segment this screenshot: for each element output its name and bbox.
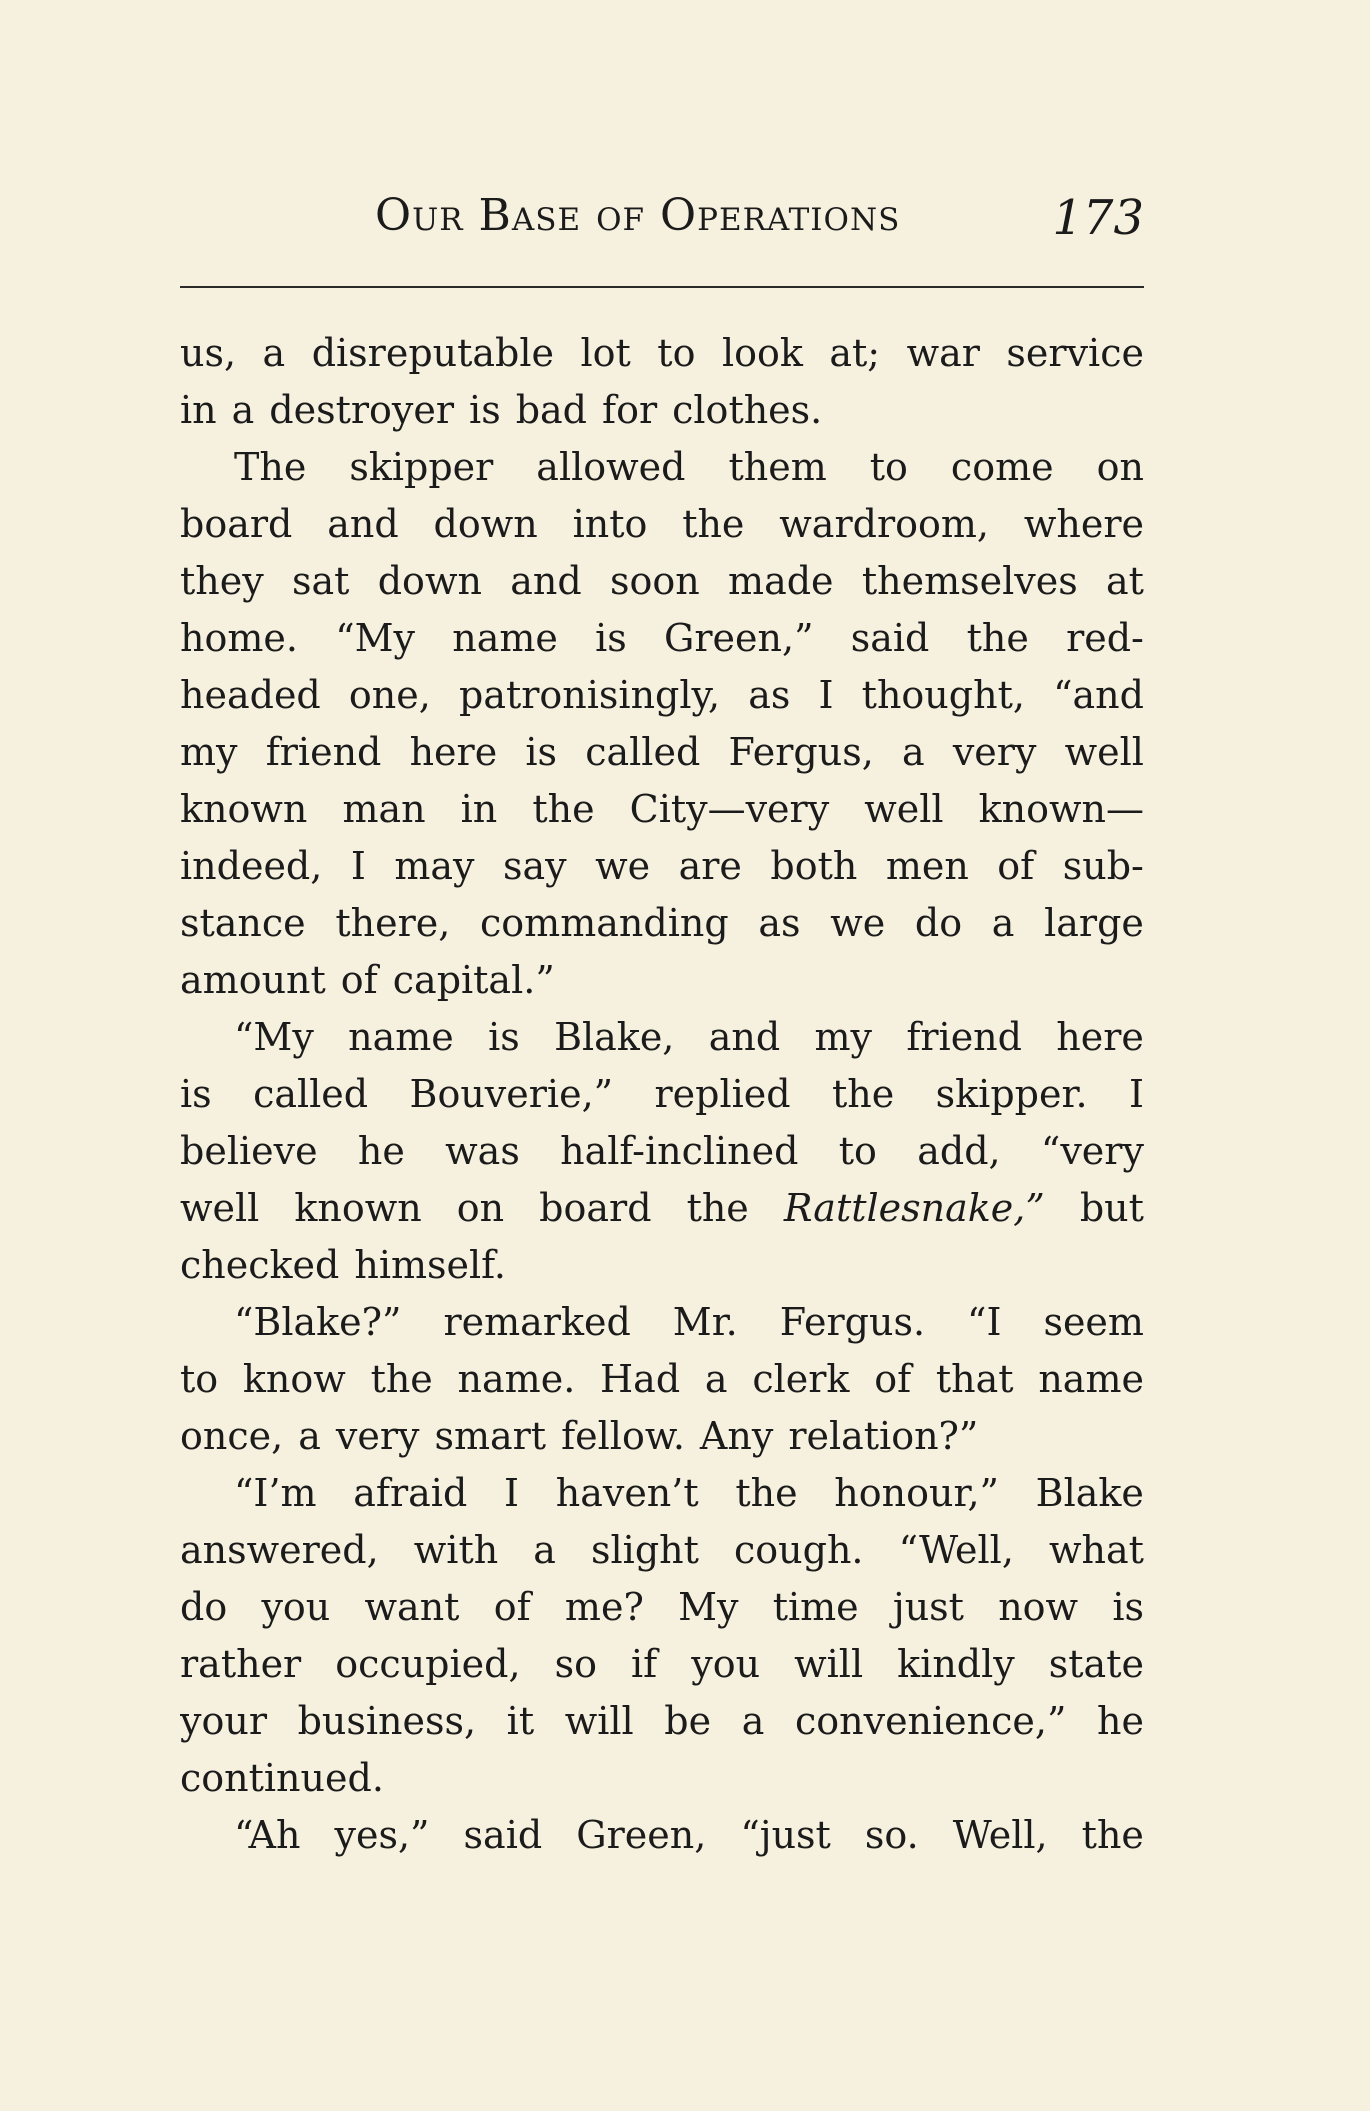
word: Rattlesnake,” bbox=[783, 1186, 1045, 1230]
word: want bbox=[364, 1585, 460, 1629]
word: on bbox=[1096, 445, 1144, 489]
word: convenience,” bbox=[794, 1699, 1067, 1743]
word: they bbox=[180, 559, 264, 603]
word: and bbox=[327, 502, 399, 546]
word: smart bbox=[434, 1414, 547, 1458]
word: destroyer bbox=[269, 388, 455, 432]
word: name bbox=[452, 616, 558, 660]
word: of bbox=[997, 844, 1035, 888]
body-text bbox=[180, 325, 1144, 1864]
text-line bbox=[180, 325, 1144, 382]
word: may bbox=[394, 844, 475, 888]
word: is bbox=[595, 616, 627, 660]
word: “Ah bbox=[234, 1813, 301, 1857]
word: what bbox=[1049, 1528, 1144, 1572]
word: at bbox=[1106, 559, 1144, 603]
word: home. bbox=[180, 616, 298, 660]
word: Fergus, bbox=[728, 730, 874, 774]
word: relation?” bbox=[788, 1414, 979, 1458]
word: lot bbox=[580, 331, 631, 375]
word: a bbox=[298, 1414, 321, 1458]
word: thought, bbox=[861, 673, 1025, 717]
text-line bbox=[180, 952, 1144, 1009]
word: to bbox=[838, 1129, 877, 1173]
word: wardroom, bbox=[779, 502, 989, 546]
word: will bbox=[794, 1642, 864, 1686]
word: clerk bbox=[752, 1357, 850, 1401]
word: Green,” bbox=[664, 616, 814, 660]
word: a bbox=[231, 388, 255, 432]
word: checked bbox=[180, 1243, 340, 1287]
word: me? bbox=[564, 1585, 644, 1629]
word: believe bbox=[180, 1129, 318, 1173]
word: and bbox=[708, 1015, 781, 1059]
word: a bbox=[704, 1357, 728, 1401]
word: disreputable bbox=[311, 331, 555, 375]
word: called bbox=[585, 730, 701, 774]
word: there, bbox=[335, 901, 451, 945]
word: men bbox=[885, 844, 969, 888]
word: friend bbox=[906, 1015, 1022, 1059]
word: “very bbox=[1040, 1129, 1144, 1173]
word: a bbox=[901, 730, 925, 774]
word: one, bbox=[348, 673, 431, 717]
word: name bbox=[1038, 1357, 1144, 1401]
word: as bbox=[748, 673, 791, 717]
word: known bbox=[180, 787, 308, 831]
word: fellow. bbox=[561, 1414, 685, 1458]
word: man bbox=[342, 787, 426, 831]
word: at; bbox=[829, 331, 881, 375]
text-line bbox=[180, 1408, 1144, 1465]
word: themselves bbox=[861, 559, 1078, 603]
word: said bbox=[463, 1813, 543, 1857]
word: patronisingly, bbox=[459, 673, 721, 717]
word: to bbox=[657, 331, 696, 375]
word: as bbox=[758, 901, 801, 945]
word: is bbox=[1112, 1585, 1144, 1629]
word: down bbox=[433, 502, 538, 546]
word: allowed bbox=[536, 445, 686, 489]
running-head: Our Base of Operations bbox=[375, 190, 901, 241]
word: do bbox=[180, 1585, 228, 1629]
word: I bbox=[1128, 1072, 1144, 1116]
word: them bbox=[728, 445, 827, 489]
text-line bbox=[180, 382, 1144, 439]
word: in bbox=[460, 787, 498, 831]
word: “I’m bbox=[234, 1471, 317, 1515]
word: honour,” bbox=[834, 1471, 999, 1515]
word: known bbox=[294, 1186, 422, 1230]
header-rule bbox=[180, 286, 1144, 288]
word: now bbox=[998, 1585, 1079, 1629]
word: a bbox=[262, 331, 286, 375]
word: “My bbox=[335, 616, 415, 660]
word: continued. bbox=[180, 1756, 384, 1800]
word: so. bbox=[864, 1813, 919, 1857]
word: is bbox=[488, 1015, 520, 1059]
word: and bbox=[510, 559, 582, 603]
word: the bbox=[682, 502, 745, 546]
text-line bbox=[180, 1693, 1144, 1750]
word: board bbox=[539, 1186, 652, 1230]
word: we bbox=[830, 901, 886, 945]
word: of bbox=[493, 1585, 531, 1629]
word: Blake, bbox=[554, 1015, 675, 1059]
word: state bbox=[1048, 1642, 1144, 1686]
word: sat bbox=[292, 559, 350, 603]
word: answered, bbox=[180, 1528, 379, 1572]
word: soon bbox=[610, 559, 700, 603]
word: here bbox=[409, 730, 498, 774]
word: was bbox=[445, 1129, 520, 1173]
word: into bbox=[572, 502, 648, 546]
word: look bbox=[721, 331, 803, 375]
word: headed bbox=[180, 673, 321, 717]
word: do bbox=[914, 901, 963, 945]
page-header bbox=[180, 178, 1144, 248]
word: to bbox=[180, 1357, 219, 1401]
word: the bbox=[532, 787, 595, 831]
text-line bbox=[180, 724, 1144, 781]
word: clothes. bbox=[672, 388, 823, 432]
word: “My bbox=[234, 1015, 314, 1059]
word: friend bbox=[265, 730, 382, 774]
word: well bbox=[180, 1186, 260, 1230]
word: Green, bbox=[576, 1813, 707, 1857]
word: very bbox=[952, 730, 1037, 774]
word: say bbox=[502, 844, 567, 888]
word: the bbox=[370, 1357, 433, 1401]
word: “I bbox=[967, 1300, 1002, 1344]
word: I bbox=[818, 673, 834, 717]
word: “Well, bbox=[898, 1528, 1014, 1572]
word: said bbox=[850, 616, 930, 660]
text-line bbox=[180, 667, 1144, 724]
word: business, bbox=[297, 1699, 477, 1743]
word: Bouverie,” bbox=[409, 1072, 614, 1116]
word: slight bbox=[591, 1528, 699, 1572]
text-line bbox=[180, 1123, 1144, 1180]
word: amount bbox=[180, 958, 326, 1002]
word: be bbox=[664, 1699, 712, 1743]
word: “Blake?” bbox=[234, 1300, 402, 1344]
word: to bbox=[869, 445, 908, 489]
word: time bbox=[772, 1585, 859, 1629]
word: is bbox=[469, 388, 501, 432]
text-line bbox=[180, 1750, 1144, 1807]
text-line bbox=[180, 1636, 1144, 1693]
word: name. bbox=[457, 1357, 576, 1401]
text-line bbox=[180, 1579, 1144, 1636]
word: My bbox=[678, 1585, 739, 1629]
text-line bbox=[180, 1351, 1144, 1408]
word: I bbox=[350, 844, 366, 888]
word: “and bbox=[1053, 673, 1144, 717]
word: will bbox=[564, 1699, 634, 1743]
word: known— bbox=[978, 787, 1144, 831]
word: board bbox=[180, 502, 293, 546]
word: capital.” bbox=[392, 958, 555, 1002]
word: the bbox=[832, 1072, 895, 1116]
word: on bbox=[456, 1186, 505, 1230]
text-line bbox=[180, 1066, 1144, 1123]
text-line bbox=[180, 838, 1144, 895]
text-line bbox=[180, 1009, 1144, 1066]
page-number: 173 bbox=[1052, 190, 1144, 246]
word: half-inclined bbox=[560, 1129, 799, 1173]
word: afraid bbox=[353, 1471, 468, 1515]
word: know bbox=[242, 1357, 346, 1401]
word: “just bbox=[740, 1813, 831, 1857]
word: rather bbox=[180, 1642, 302, 1686]
word: well bbox=[864, 787, 944, 831]
word: come bbox=[950, 445, 1054, 489]
word: made bbox=[728, 559, 834, 603]
word: my bbox=[180, 730, 238, 774]
text-line bbox=[180, 496, 1144, 553]
word: Well, bbox=[952, 1813, 1048, 1857]
word: bad bbox=[515, 388, 588, 432]
word: name bbox=[348, 1015, 454, 1059]
word: us, bbox=[180, 331, 237, 375]
word: Any bbox=[699, 1414, 774, 1458]
word: Blake bbox=[1035, 1471, 1144, 1515]
word: just bbox=[892, 1585, 964, 1629]
word: remarked bbox=[443, 1300, 631, 1344]
word: stance bbox=[180, 901, 306, 945]
word: the bbox=[686, 1186, 749, 1230]
word: once, bbox=[180, 1414, 284, 1458]
word: called bbox=[253, 1072, 369, 1116]
word: a bbox=[533, 1528, 556, 1572]
word: it bbox=[506, 1699, 535, 1743]
word: skipper. bbox=[935, 1072, 1088, 1116]
word: add, bbox=[917, 1129, 1001, 1173]
word: you bbox=[691, 1642, 761, 1686]
word: indeed, bbox=[180, 844, 323, 888]
word: are bbox=[678, 844, 742, 888]
word: with bbox=[413, 1528, 499, 1572]
word: himself. bbox=[354, 1243, 506, 1287]
text-line bbox=[180, 781, 1144, 838]
word: replied bbox=[654, 1072, 791, 1116]
word: I bbox=[504, 1471, 520, 1515]
word: seem bbox=[1043, 1300, 1144, 1344]
word: The bbox=[234, 445, 307, 489]
word: both bbox=[770, 844, 858, 888]
word: so bbox=[554, 1642, 597, 1686]
word: the bbox=[1081, 1813, 1144, 1857]
word: Mr. bbox=[672, 1300, 738, 1344]
word: he bbox=[357, 1129, 405, 1173]
word: skipper bbox=[349, 445, 494, 489]
word: of bbox=[340, 958, 378, 1002]
text-line bbox=[180, 1237, 1144, 1294]
word: haven’t bbox=[555, 1471, 699, 1515]
word: of bbox=[874, 1357, 912, 1401]
word: war bbox=[906, 331, 980, 375]
word: large bbox=[1044, 901, 1144, 945]
word: cough. bbox=[734, 1528, 864, 1572]
word: your bbox=[180, 1699, 267, 1743]
word: yes,” bbox=[334, 1813, 430, 1857]
word: occupied, bbox=[335, 1642, 521, 1686]
text-line bbox=[180, 439, 1144, 496]
word: a bbox=[741, 1699, 765, 1743]
word: the bbox=[735, 1471, 798, 1515]
word: Fergus. bbox=[779, 1300, 926, 1344]
word: you bbox=[261, 1585, 331, 1629]
text-line bbox=[180, 610, 1144, 667]
word: sub- bbox=[1062, 844, 1144, 888]
word: the bbox=[966, 616, 1029, 660]
word: is bbox=[525, 730, 558, 774]
word: my bbox=[814, 1015, 872, 1059]
word: Had bbox=[600, 1357, 681, 1401]
word: where bbox=[1023, 502, 1144, 546]
word: kindly bbox=[897, 1642, 1015, 1686]
text-line bbox=[180, 1522, 1144, 1579]
word: we bbox=[595, 844, 651, 888]
text-line bbox=[180, 553, 1144, 610]
word: in bbox=[180, 388, 217, 432]
text-line bbox=[180, 1294, 1144, 1351]
text-line bbox=[180, 1465, 1144, 1522]
word: but bbox=[1079, 1186, 1144, 1230]
word: that bbox=[935, 1357, 1014, 1401]
word: red- bbox=[1066, 616, 1144, 660]
text-line bbox=[180, 1807, 1144, 1864]
word: he bbox=[1097, 1699, 1144, 1743]
text-line bbox=[180, 1180, 1144, 1237]
word: a bbox=[991, 901, 1015, 945]
word: is bbox=[180, 1072, 212, 1116]
word: if bbox=[631, 1642, 658, 1686]
word: very bbox=[335, 1414, 420, 1458]
word: for bbox=[602, 388, 658, 432]
word: City—very bbox=[629, 787, 830, 831]
text-line bbox=[180, 895, 1144, 952]
word: service bbox=[1006, 331, 1144, 375]
word: here bbox=[1056, 1015, 1144, 1059]
word: well bbox=[1064, 730, 1144, 774]
word: commanding bbox=[480, 901, 729, 945]
word: down bbox=[377, 559, 482, 603]
